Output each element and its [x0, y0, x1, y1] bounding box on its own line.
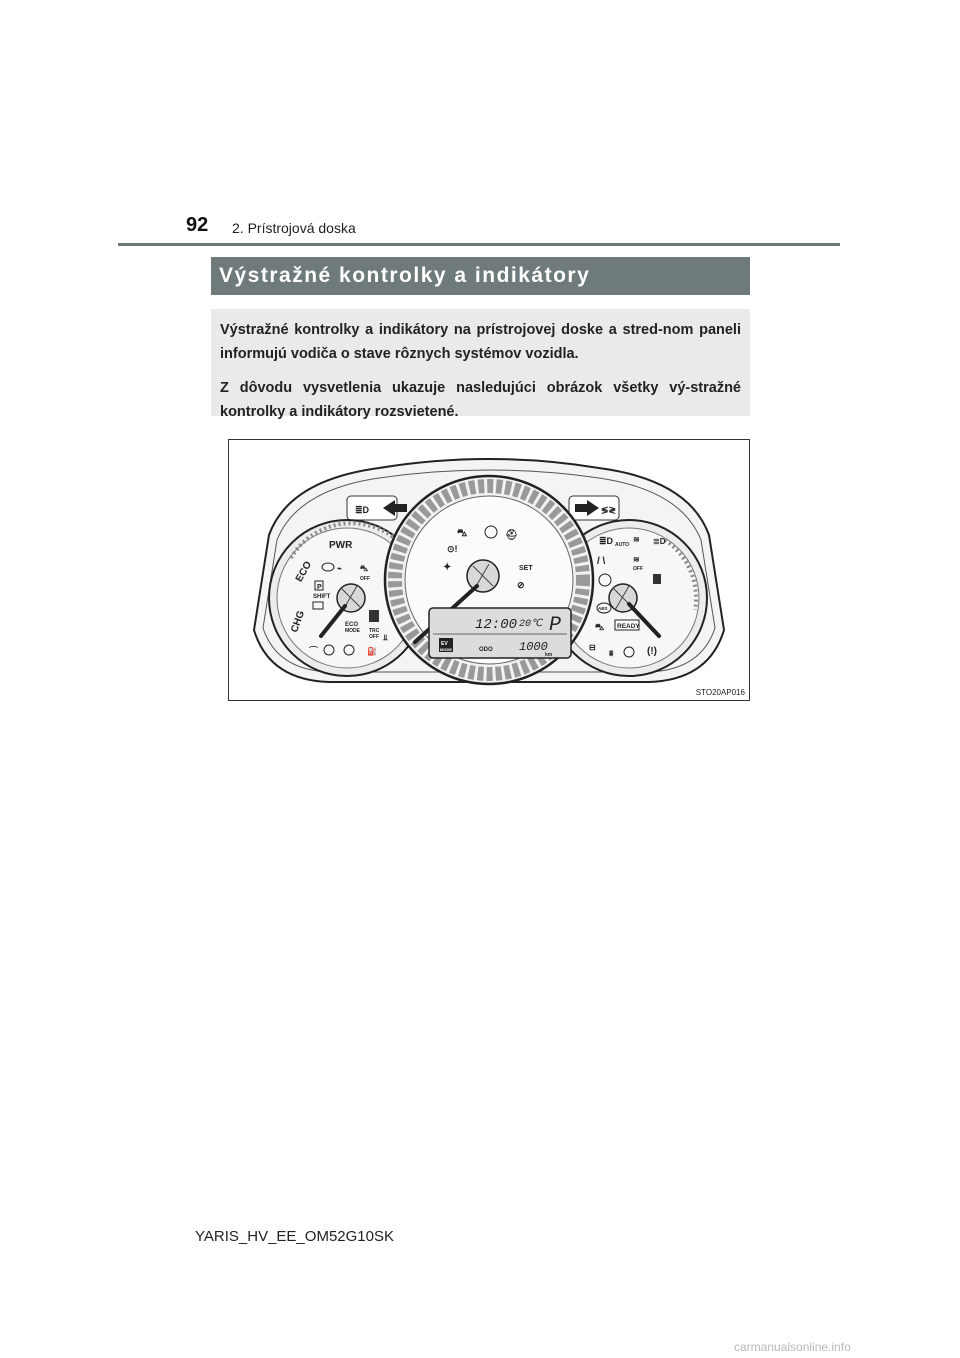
master-warning-icon: ⊟	[589, 643, 596, 652]
page-number: 92	[186, 214, 209, 236]
intro-paragraph-2: Z dôvodu vysvetlenia ukazuje nasledujúci obrázok všetky vý-stražné kontrolky a indikátory rozsvietené.	[220, 380, 741, 420]
passenger-airbag-icon: ✦	[443, 562, 452, 573]
ev-indicator-icon: ⛍	[595, 622, 605, 632]
trc-off-label: OFF	[369, 634, 379, 640]
center-speedometer	[385, 476, 593, 684]
auto-label: AUTO	[615, 542, 630, 548]
abs-label: ABS	[598, 606, 608, 611]
tire-pressure-icon: (!)	[647, 646, 657, 657]
intro-box	[211, 309, 750, 420]
chg-label: CHG	[289, 609, 308, 635]
eco-mode-bottom-label: MODE	[345, 628, 360, 634]
ready-label: READY	[617, 623, 640, 630]
eco-label: ECO	[293, 559, 315, 584]
pre-collision-icon: ≋	[633, 555, 640, 564]
chapter-title: 2. Prístrojová doska	[232, 220, 356, 236]
odo-label: ODO	[479, 647, 493, 653]
skid-icon: ⛍	[360, 564, 369, 573]
pwr-label: PWR	[329, 540, 353, 551]
eco-mode-box-icon	[369, 610, 379, 622]
rear-fog-icon: ≶≷	[601, 505, 617, 515]
section-banner	[211, 257, 750, 295]
skid-off-label: OFF	[360, 576, 370, 582]
headlight-icon: ≣D	[355, 505, 370, 515]
ev-mode-top-label: EV	[441, 641, 448, 647]
rear-fog-right-icon: ≣D	[653, 537, 666, 546]
pcs-off-label: OFF	[633, 566, 643, 572]
fuel-level-icon	[653, 574, 661, 584]
intro-paragraph-1: Výstražné kontrolky a indikátory na prístrojovej doske a stred-nom paneli informujú vodiča o stave rôznych systémov vozidla.	[220, 322, 741, 362]
svg-text:P: P	[317, 584, 322, 591]
odometer-unit: km	[545, 652, 553, 658]
auto-high-beam-icon: ≣D	[599, 536, 614, 546]
oil-pressure-icon: ⌁	[337, 564, 342, 573]
cruise-control-icon: ⊘	[517, 580, 525, 590]
cruise-set-label: SET	[519, 565, 533, 572]
srs-airbag-icon: ⛍	[457, 528, 468, 539]
instrument-cluster-figure	[228, 439, 750, 701]
section-title: Výstražné kontrolky a indikátory	[219, 264, 591, 287]
gear-position-readout: P	[549, 614, 562, 637]
trc-label: TRC	[369, 628, 380, 634]
watermark-text[interactable]: carmanualsonline.info	[734, 1340, 851, 1354]
eco-mode-top-label: ECO	[345, 622, 359, 628]
ev-mode-bottom-label: MODE	[440, 647, 452, 652]
clock-readout: 12:00	[475, 617, 518, 633]
power-steering-icon: ⊙!	[447, 544, 458, 554]
seat-heater-icon: ⩩	[609, 649, 614, 658]
lane-departure-icon: / \	[597, 556, 606, 567]
header-rule	[118, 243, 840, 246]
odometer-readout: 1000	[519, 640, 548, 654]
fuel-filler-icon: ⛽	[367, 647, 377, 656]
instrument-cluster-illustration	[229, 440, 749, 700]
footer-document-code: YARIS_HV_EE_OM52G10SK	[195, 1228, 394, 1245]
outside-temperature-readout: 20℃	[519, 619, 543, 630]
seatbelt-icon: ⛑	[505, 530, 518, 541]
eco-leaf-icon: ⌒	[309, 646, 319, 656]
figure-code: STO20AP016	[695, 688, 745, 697]
shift-label: SHIFT	[313, 594, 331, 600]
coolant-temp-icon: ⫫	[383, 633, 388, 642]
right-turn-indicator-icon	[569, 496, 619, 520]
front-fog-icon: ≋	[633, 535, 640, 544]
